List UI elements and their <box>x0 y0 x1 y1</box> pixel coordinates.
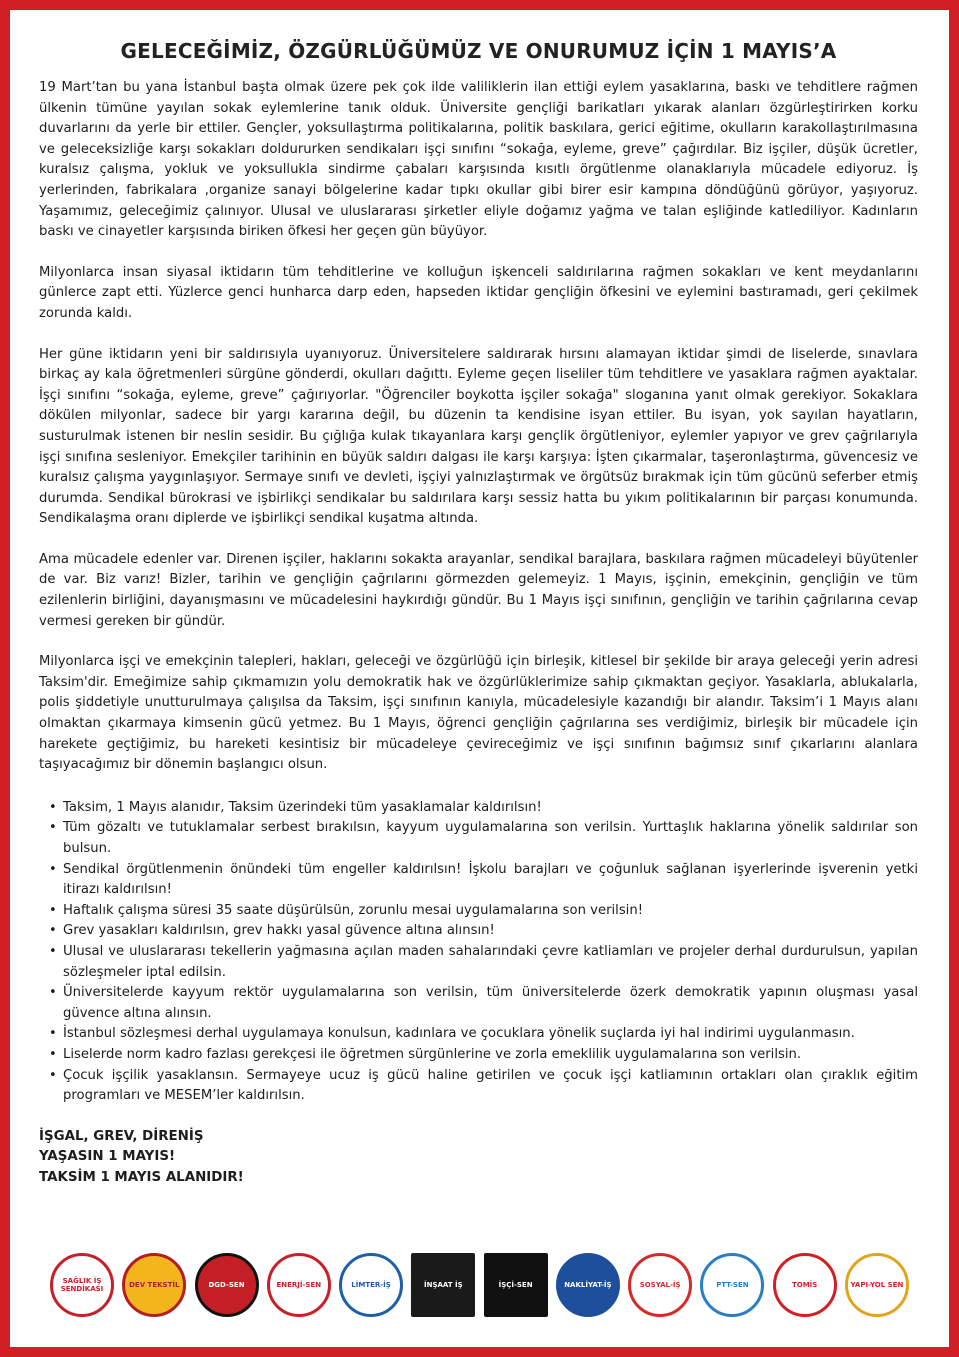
logo-label: İNŞAAT İŞ <box>424 1280 463 1289</box>
slogan: İŞGAL, GREV, DİRENİŞ <box>39 1128 204 1144</box>
logo-label: YAPI-YOL SEN <box>850 1280 904 1289</box>
demand-item: • Liselerde norm kadro fazlası gerekçesi ile öğretmen sürgünlerine ve zorla emeklilik uygulamalarına son verilsin. <box>63 1045 918 1066</box>
paragraph: Ama mücadele edenler var. Direnen işçiler, haklarını sokakta arayanlar, sendikal barajlara, baskılara rağmen mücadeleyi büyütenler de var. Biz varız! Bizler, tarihin ve gençliğin çağrılarını görmezden gelemeyiz. 1 Mayıs, işçinin, emekçinin, gençliğin ve tüm ezilenlerin birliğini, dayanışmasını ve mücadelesini haykırdığı gündür. Bu 1 Mayıs işçi sınıfının, gençliğin ve tarihin çağrılarına cevap vermesi gereken bir gündür. <box>39 551 918 629</box>
union-logo-6-icon <box>411 1253 475 1317</box>
logo-label: TOMİS <box>791 1280 818 1289</box>
union-logo-2-icon <box>122 1253 186 1317</box>
slogans <box>39 1127 918 1189</box>
union-logo-12-icon <box>845 1253 909 1317</box>
logo-label: PTT-SEN <box>716 1280 749 1289</box>
logo-label: SOSYAL-İŞ <box>639 1280 681 1289</box>
union-logos-row <box>50 1242 909 1327</box>
paragraph: Her güne iktidarın yeni bir saldırısıyla uyanıyoruz. Üniversitelere saldırarak hırsını alamayan iktidar şimdi de liselerde, sınavlara birkaç ay kala öğretmenleri sürgüne gönderdi, okulları dağıttı. Eyleme geçen liseliler tüm tehditlere ve yasaklara rağmen ayaktalar. İşçi sınıfını “sokağa, eyleme, greve” çağırıyorlar. "Öğrenciler boykotta işçiler sokağa" sloganına yanıt olmak gerekiyor. Sokaklara dökülen milyonlar, sadece bir yargı kararına değil, bu düzenin ta kendisine isyan ettiler. Bu isyan, yok sayılan hayatların, susturulmak istenen bir neslin sesidir. Bu çığlığa kulak tıkayanlara karşı gençlik örgütleniyor, eylemler yapıyor ve grev çağrılarıyla işçi sınıfına sesleniyor. Emekçiler tarihinin en büyük saldırı dalgası ile karşı karşıya: İşten çıkarmalar, taşeronlaştırma, güvencesiz ve kuralsız çalışma yaygınlaşıyor. Sermaye sınıfı ve devleti, işçiyi yalnızlaştırmak ve örgütsüz bırakmak için tüm gücünü seferber etmiş durumda. Sendikal bürokrasi ve işbirlikçi sendikalar bu saldırılara karşı sessiz hatta bu yıkım politikalarının bir parçası konumunda. Sendikalaşma oranı diplerde ve işbirlikçi sendikal kuşatma altında. <box>39 346 918 527</box>
demand-item: • Üniversitelerde kayyum rektör uygulamalarına son verilsin, tüm üniversitelerde özerk demokratik yapının oluşması yasal güvence altına alınsın. <box>63 983 918 1024</box>
document-body <box>39 34 918 1189</box>
demand-item: • İstanbul sözleşmesi derhal uygulamaya konulsun, kadınlara ve çocuklara yönelik suçlarda iyi hal indirimi uygulanmasın. <box>63 1024 918 1045</box>
logo-label: SAĞLIK İŞ SENDİKASI <box>60 1276 104 1293</box>
union-logo-8-icon <box>556 1253 620 1317</box>
logo-label: NAKLİYAT-İŞ <box>564 1280 612 1289</box>
paragraph: Milyonlarca işçi ve emekçinin talepleri, hakları, geleceği ve özgürlüğü için birleşik, kitlesel bir şekilde bir araya geleceği yerin adresi Taksim'dir. Emeğimize sahip çıkmamızın yolu demokratik hak ve özgürlüklerimize sahip çıkmaktan geçiyor. Yasaklarla, ablukalarla, polis şiddetiyle unutturulmaya çalışılsa da Taksim, işçi sınıfının kanıyla, mücadelesiyle kazandığı bir alandır. Taksim’i 1 Mayıs alanı olmaktan çıkarmaya kimsenin gücü yetmez. Bu 1 Mayıs, öğrenci gençliğin çağrılarına ses verdiğimiz, birleşik bir mücadele için harekete geçtiğimiz, bu hareketi kesintisiz bir mücadeleye çevireceğimiz ve işçi sınıfının bağımsız sınıf çıkarlarını alanlara taşıyacağımız bir dönemin başlangıcı olsun. <box>39 654 918 773</box>
union-logo-10-icon <box>700 1253 764 1317</box>
logo-label: LİMTER-İŞ <box>351 1280 391 1289</box>
demand-item: • Grev yasakları kaldırılsın, grev hakkı yasal güvence altına alınsın! <box>63 921 918 942</box>
logo-label: ENERJİ-SEN <box>276 1280 322 1289</box>
demand-item: • Ulusal ve uluslararası tekellerin yağmasına açılan maden sahalarındaki çevre katliamları ve projeler derhal durdurulsun, yapılan sözleşmeler iptal edilsin. <box>63 942 918 983</box>
union-logo-11-icon <box>773 1253 837 1317</box>
logo-label: DEV TEKSTİL <box>129 1280 180 1289</box>
slogan: TAKSİM 1 MAYIS ALANIDIR! <box>39 1169 244 1185</box>
union-logo-1-icon <box>50 1253 114 1317</box>
paragraph: Milyonlarca insan siyasal iktidarın tüm tehditlerine ve kolluğun işkenceli saldırılarına rağmen sokakları ve kent meydanlarını günlerce zapt etti. Yüzlerce genci hunharca darp eden, hapseden iktidar gençliğin öfkesini ve eylemini bastıramadı, geri çekilmek zorunda kaldı. <box>39 264 918 321</box>
demand-item: • Haftalık çalışma süresi 35 saate düşürülsün, zorunlu mesai uygulamalarına son verilsin! <box>63 901 918 922</box>
demand-item: • Sendikal örgütlenmenin önündeki tüm engeller kaldırılsın! İşkolu barajları ve çoğunluk sağlanan işyerlerinde işverenin yetki itirazı kaldırılsın! <box>63 860 918 901</box>
demands-list <box>39 798 918 1107</box>
union-logo-4-icon <box>267 1253 331 1317</box>
demand-item: • Çocuk işçilik yasaklansın. Sermayeye ucuz iş gücü haline getirilen ve çocuk işçi katliamının ortakları olan çıraklık eğitim programları ve MESEM’ler kaldırılsın. <box>63 1066 918 1107</box>
logo-label: DGD-SEN <box>208 1280 245 1289</box>
union-logo-3-icon <box>195 1253 259 1317</box>
union-logo-9-icon <box>628 1253 692 1317</box>
demand-item: • Taksim, 1 Mayıs alanıdır, Taksim üzerindeki tüm yasaklamalar kaldırılsın! <box>63 798 918 819</box>
document-title: GELECEĞİMİZ, ÖZGÜRLÜĞÜMÜZ VE ONURUMUZ İÇİN 1 MAYIS’A <box>120 39 837 63</box>
demand-item: • Tüm gözaltı ve tutuklamalar serbest bırakılsın, kayyum uygulamalarına son verilsin. Yurttaşlık haklarına yönelik saldırılar son bulsun. <box>63 818 918 859</box>
paragraph: 19 Mart’tan bu yana İstanbul başta olmak üzere pek çok ilde valiliklerin ilan ettiği eylem yasaklarına, baskı ve tehditlere rağmen ülkenin tümüne yayılan sokak eylemlerine tanık olduk. Üniversite gençliği barikatları yıkarak alanları özgürleştirirken korku duvarlarını da yerle bir ettiler. Gençler, yoksullaştırma politikalarına, politik baskılara, gerici eğitime, okulların karakollaştırılmasına ve geleceksizliğe karşı sokakları doldururken sendikaları işçi sınıfını “sokağa, eyleme, greve” çağırdılar. Biz işçiler, düşük ücretler, kuralsız çalışma, yokluk ve yoksullukla sindirme çabaları karşısında kısıtlı örgütlenme olanaklarıyla mücadele ediyoruz. İş yerlerinden, fabrikalara ,organize sanayi bölgelerine kadar tıpkı okullar gibi birer esir kampına döndüğünü görüyor, yaşıyoruz. Yaşamımız, geleceğimiz çalınıyor. Ulusal ve uluslararası şirketler eliyle doğamız yağma ve talan eşliğinde katlediliyor. Kadınların baskı ve cinayetler karşısında biriken öfkesi her geçen gün büyüyor. <box>39 80 918 240</box>
slogan: YAŞASIN 1 MAYIS! <box>39 1149 176 1165</box>
union-logo-5-icon <box>339 1253 403 1317</box>
union-logo-7-icon <box>484 1253 548 1317</box>
logo-label: İŞÇİ-SEN <box>498 1280 533 1289</box>
